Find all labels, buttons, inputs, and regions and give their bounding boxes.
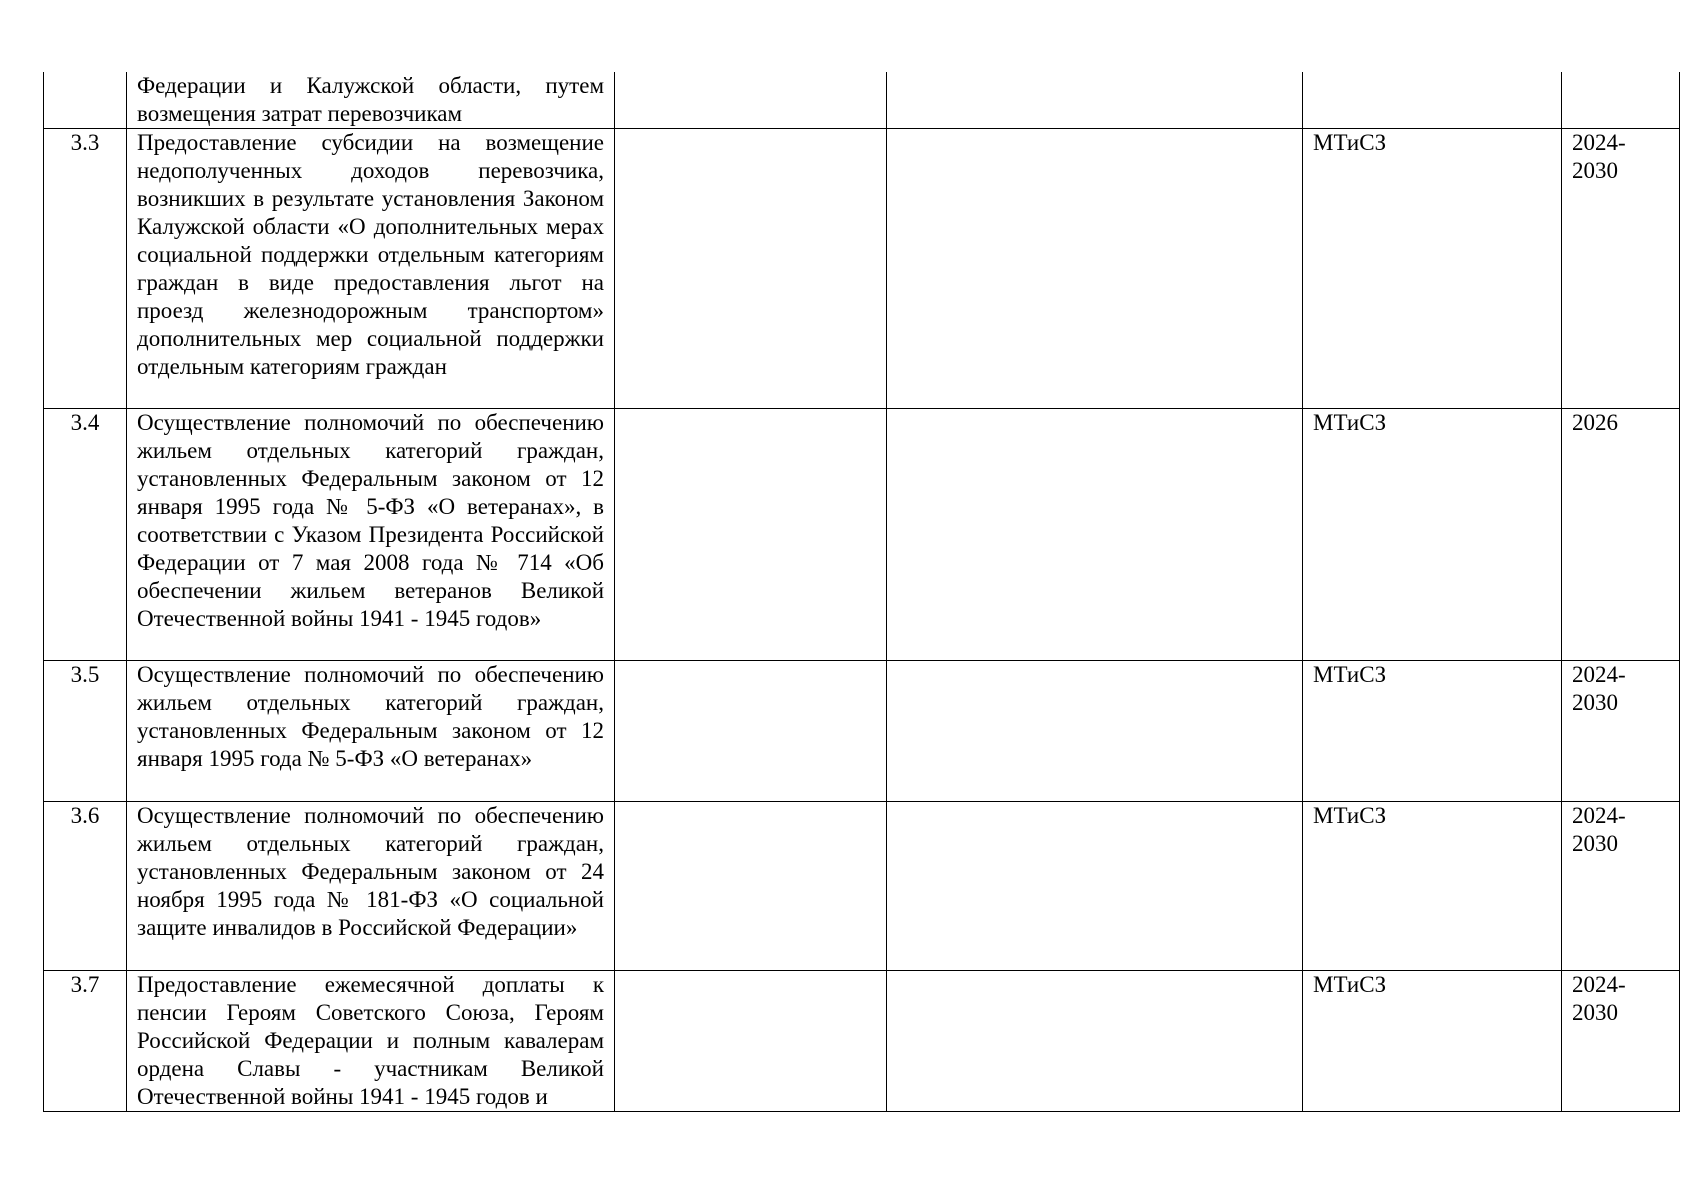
table-row [44, 72, 1680, 129]
row-number: 3.4 [44, 409, 127, 661]
row-executor: МТиСЗ [1303, 409, 1562, 661]
row-years [1562, 72, 1680, 129]
row-executor [1303, 72, 1562, 129]
table-row [44, 409, 1680, 661]
row-number: 3.7 [44, 971, 127, 1112]
row-number [44, 72, 127, 129]
row-description: Федерации и Калужской области, путем возмещения затрат перевозчикам [127, 72, 615, 129]
row-number: 3.6 [44, 802, 127, 971]
row-col4 [887, 409, 1303, 661]
row-col3 [615, 129, 887, 409]
row-col4 [887, 661, 1303, 802]
row-executor: МТиСЗ [1303, 129, 1562, 409]
row-col4 [887, 971, 1303, 1112]
row-years: 2024-2030 [1562, 661, 1680, 802]
row-years: 2024-2030 [1562, 802, 1680, 971]
measures-table [43, 72, 1680, 1112]
row-description: Осуществление полномочий по обеспечению жильем отдельных категорий граждан, установленных Федеральным законом от 12 января 1995 года № 5-ФЗ «О ветеранах», в соответствии с Указом Президента Российской Федерации от 7 мая 2008 года № 714 «Об обеспечении жильем ветеранов Великой Отечественной войны 1941 - 1945 годов» [127, 409, 615, 661]
row-col4 [887, 129, 1303, 409]
row-col3 [615, 661, 887, 802]
row-years: 2024-2030 [1562, 129, 1680, 409]
row-years: 2026 [1562, 409, 1680, 661]
row-years: 2024-2030 [1562, 971, 1680, 1112]
row-executor: МТиСЗ [1303, 971, 1562, 1112]
row-col3 [615, 72, 887, 129]
row-description: Предоставление ежемесячной доплаты к пенсии Героям Советского Союза, Героям Российской Федерации и полным кавалерам ордена Славы - участникам Великой Отечественной войны 1941 - 1945 годов и [127, 971, 615, 1112]
row-col4 [887, 802, 1303, 971]
row-description: Осуществление полномочий по обеспечению жильем отдельных категорий граждан, установленных Федеральным законом от 12 января 1995 года № 5-ФЗ «О ветеранах» [127, 661, 615, 802]
table-row [44, 802, 1680, 971]
row-number: 3.3 [44, 129, 127, 409]
row-col3 [615, 802, 887, 971]
row-description: Предоставление субсидии на возмещение недополученных доходов перевозчика, возникших в результате установления Законом Калужской области «О дополнительных мерах социальной поддержки отдельным категориям граждан в виде предоставления льгот на проезд железнодорожным транспортом» дополнительных мер социальной поддержки отдельным категориям граждан [127, 129, 615, 409]
table-row [44, 971, 1680, 1112]
row-number: 3.5 [44, 661, 127, 802]
row-executor: МТиСЗ [1303, 802, 1562, 971]
table-row [44, 661, 1680, 802]
row-executor: МТиСЗ [1303, 661, 1562, 802]
row-col4 [887, 72, 1303, 129]
row-col3 [615, 971, 887, 1112]
table-row [44, 129, 1680, 409]
row-col3 [615, 409, 887, 661]
row-description: Осуществление полномочий по обеспечению жильем отдельных категорий граждан, установленных Федеральным законом от 24 ноября 1995 года № 181-ФЗ «О социальной защите инвалидов в Российской Федерации» [127, 802, 615, 971]
